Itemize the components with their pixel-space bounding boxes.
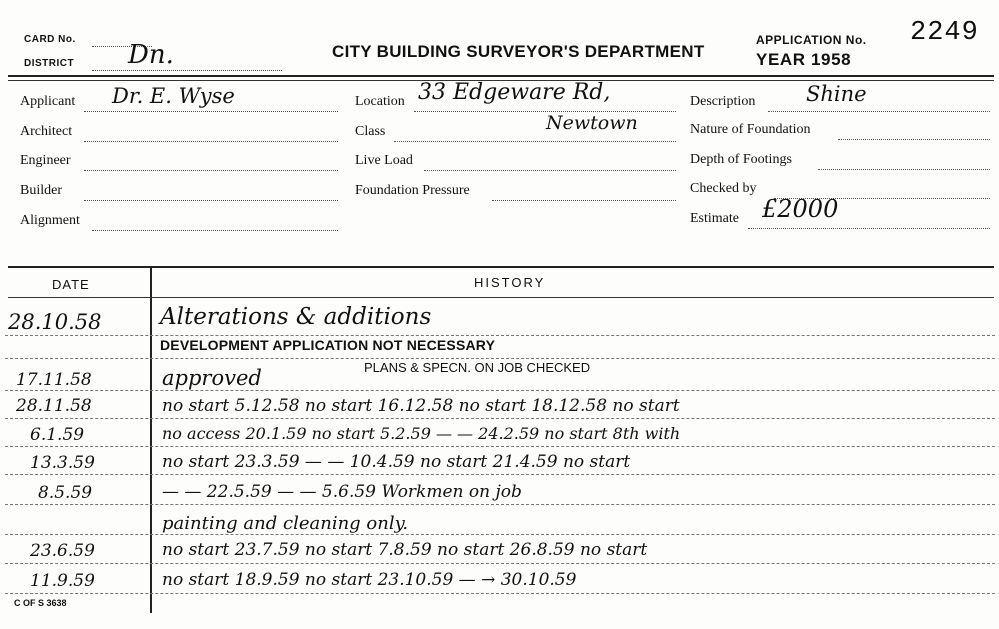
department-title: CITY BUILDING SURVEYOR'S DEPARTMENT [332,42,705,61]
alignment-label: Alignment [20,213,80,228]
applicant-line [84,111,338,112]
row-rule [5,534,995,535]
history-row-date: 23.6.59 [30,541,95,561]
description-value: Shine [806,82,867,106]
history-row-date: 17.11.58 [16,370,92,390]
live-load-line [424,170,676,171]
class-line [394,141,676,142]
fields-bottom-rule [8,266,994,268]
history-header-rule [8,297,994,298]
history-row-text: painting and cleaning only. [162,513,409,534]
estimate-label: Estimate [690,211,739,226]
district-value: Dn. [128,40,174,70]
nature-of-foundation-line [838,139,990,140]
applicant-label: Applicant [20,94,76,109]
location-label: Location [355,94,405,109]
row-rule [5,358,995,359]
district-line [92,70,282,71]
header-rule-1 [8,75,994,77]
builder-line [84,200,338,201]
form-code: C OF S 3638 [14,598,67,608]
row-rule [5,335,995,336]
history-row-text: Alterations & additions [160,304,432,330]
row-rule [5,474,995,475]
history-row-text: no start 23.7.59 no start 7.8.59 no start 26.8.59 no start [162,540,648,560]
application-number: 2249 [910,18,979,48]
row-rule [5,504,995,505]
engineer-line [84,170,338,171]
card-no-label: CARD No. [24,34,76,45]
history-row-text: approved [162,366,262,390]
history-row-date: 11.9.59 [30,571,95,591]
builder-label: Builder [20,183,62,198]
estimate-value: £2000 [762,195,839,223]
engineer-label: Engineer [20,153,71,168]
location-value-2: Newtown [546,112,638,134]
applicant-value: Dr. E. Wyse [112,84,235,108]
history-row-date: 28.10.58 [8,310,102,334]
estimate-line [748,228,990,229]
foundation-pressure-label: Foundation Pressure [355,183,470,198]
history-row-text: — — 22.5.59 — — 5.6.59 Workmen on job [162,482,522,502]
description-label: Description [690,94,756,109]
history-row-date: 28.11.58 [16,396,92,416]
history-row-date: 8.5.59 [38,483,93,503]
district-label: DISTRICT [24,58,75,69]
date-column-divider [150,268,152,613]
live-load-label: Live Load [355,153,413,168]
plans-checked-stamp: PLANS & SPECN. ON JOB CHECKED [364,360,591,375]
history-row-text: no start 18.9.59 no start 23.10.59 — → 30.10.59 [162,570,577,590]
history-row-text: no start 23.3.59 — — 10.4.59 no start 21.4.59 no start [162,452,631,472]
row-rule [5,418,995,419]
architect-label: Architect [20,124,73,139]
year-label: YEAR 1958 [756,50,852,69]
class-label: Class [355,124,386,139]
depth-of-footings-line [818,169,990,170]
history-row-text: no access 20.1.59 no start 5.2.59 — — 24.2.59 no start 8th with [162,424,681,443]
row-rule [5,593,995,594]
application-label: APPLICATION No. [756,33,867,47]
checked-by-label: Checked by [690,181,757,196]
foundation-pressure-line [492,200,676,201]
row-rule [5,446,995,447]
row-rule [5,563,995,564]
nature-of-foundation-label: Nature of Foundation [690,122,811,137]
architect-line [84,141,338,142]
row-rule [5,390,995,391]
development-stamp: DEVELOPMENT APPLICATION NOT NECESSARY [160,337,496,353]
history-header: HISTORY [474,275,546,290]
alignment-line [92,230,338,231]
depth-of-footings-label: Depth of Footings [690,152,792,167]
history-row-date: 13.3.59 [30,453,95,473]
description-line [768,111,990,112]
history-row-text: no start 5.12.58 no start 16.12.58 no start 18.12.58 no start [162,396,680,416]
location-value: 33 Edgeware Rd, [418,80,611,105]
date-header: DATE [52,277,90,292]
history-row-date: 6.1.59 [30,425,85,445]
